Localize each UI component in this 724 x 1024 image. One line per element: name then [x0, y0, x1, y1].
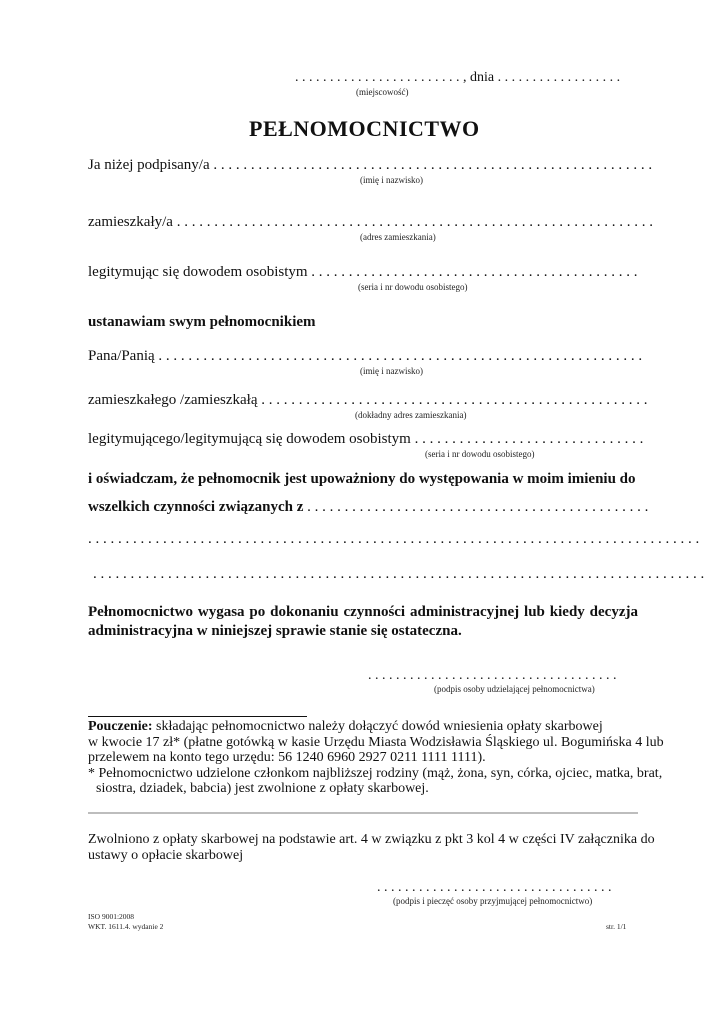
place-caption: (miejscowość) — [356, 87, 409, 97]
attorney-id-line[interactable]: legitymującego/legitymującą się dowodem osobistym . . . . . . . . . . . . . . . . . . . . . . . . . . . . . . . — [88, 431, 644, 447]
declaration-scope-label: wszelkich czynności związanych z — [88, 499, 304, 515]
principal-signature-line[interactable]: . . . . . . . . . . . . . . . . . . . . . . . . . . . . . . . . . . . . — [368, 668, 617, 683]
attorney-address-line[interactable]: zamieszkałego /zamieszkałą . . . . . . . . . . . . . . . . . . . . . . . . . . . . . . . . . . . . . . . . . . . . . . . . . . . . — [88, 392, 648, 408]
declaration-line-2 — [88, 499, 648, 516]
principal-address-line[interactable]: zamieszkały/a . . . . . . . . . . . . . . . . . . . . . . . . . . . . . . . . . . . . . . . . . . . . . . . . . . . . . . . . . . . . . . . . — [88, 214, 653, 230]
office-signature-caption: (podpis i pieczęć osoby przyjmującej pełnomocnictwo) — [393, 896, 593, 906]
appoint-heading: ustanawiam swym pełnomocnikiem — [88, 314, 316, 330]
principal-name-caption: (imię i nazwisko) — [360, 175, 423, 185]
footer-page-number: str. 1/1 — [606, 922, 627, 931]
principal-address-caption: (adres zamieszkania) — [360, 232, 436, 242]
attorney-name-caption: (imię i nazwisko) — [360, 366, 423, 376]
expiry-line-1: Pełnomocnictwo wygasa po dokonaniu czynności administracyjnej lub kiedy decyzja — [88, 604, 638, 620]
attorney-name-line[interactable]: Pana/Panią . . . . . . . . . . . . . . . . . . . . . . . . . . . . . . . . . . . . . . . . . . . . . . . . . . . . . . . . . . . . . . . . . — [88, 348, 643, 364]
notice-line-1 — [88, 719, 603, 735]
principal-name-line[interactable]: Ja niżej podpisany/a . . . . . . . . . . . . . . . . . . . . . . . . . . . . . . . . . . . . . . . . . . . . . . . . . . . . . . . . . . . — [88, 157, 653, 173]
notice-line-4: * Pełnomocnictwo udzielone członkom najbliższej rodziny (mąż, żona, syn, córka, ojciec, matka, brat, — [88, 766, 663, 781]
office-signature-line[interactable]: . . . . . . . . . . . . . . . . . . . . . . . . . . . . . . . . . . — [377, 880, 612, 895]
notice-line-2: w kwocie 17 zł* (płatne gotówką w kasie Urzędu Miasta Wodzisławia Śląskiego ul. Bogumińska 4 lub — [88, 735, 664, 750]
principal-id-line[interactable]: legitymując się dowodem osobistym . . . . . . . . . . . . . . . . . . . . . . . . . . . . . . . . . . . . . . . . . . . . — [88, 264, 638, 280]
declaration-line-3[interactable]: . . . . . . . . . . . . . . . . . . . . . . . . . . . . . . . . . . . . . . . . . . . . . . . . . . . . . . . . . . . . . . . . . . . . . . . . . . . . . . . . . . — [88, 531, 700, 547]
declaration-scope-dots[interactable]: . . . . . . . . . . . . . . . . . . . . . . . . . . . . . . . . . . . . . . . . . . . . . . — [303, 499, 649, 515]
expiry-line-2: administracyjna w niniejszej sprawie stanie się ostateczna. — [88, 623, 462, 639]
place-date-line[interactable]: . . . . . . . . . . . . . . . . . . . . . . . . , dnia . . . . . . . . . . . . . . . . . . — [295, 70, 621, 85]
attorney-address-caption: (dokładny adres zamieszkania) — [355, 410, 467, 420]
declaration-line-4[interactable]: . . . . . . . . . . . . . . . . . . . . . . . . . . . . . . . . . . . . . . . . . . . . . . . . . . . . . . . . . . . . . . . . . . . . . . . . . . . . . . . . . . — [93, 566, 705, 582]
principal-signature-caption: (podpis osoby udzielającej pełnomocnictwa) — [434, 684, 595, 694]
attorney-id-caption: (seria i nr dowodu osobistego) — [425, 449, 535, 459]
exemption-line-2: ustawy o opłacie skarbowej — [88, 848, 244, 863]
declaration-line-1: i oświadczam, że pełnomocnik jest upoważniony do występowania w moim imieniu do — [88, 471, 636, 487]
document-title: PEŁNOMOCNICTWO — [249, 116, 480, 141]
notice-line-3: przelewem na konto tego urzędu: 56 1240 6960 2927 0211 1111 1111). — [88, 750, 486, 765]
notice-text-1: składając pełnomocnictwo należy dołączyć dowód wniesienia opłaty skarbowej — [152, 719, 603, 734]
footer-iso: ISO 9001:2008 — [88, 912, 135, 921]
exemption-line-1: Zwolniono z opłaty skarbowej na podstawie art. 4 w związku z pkt 3 kol 4 w części IV załącznika do — [88, 832, 655, 847]
notice-line-5: siostra, dziadek, babcia) jest zwolnione z opłaty skarbowej. — [96, 781, 429, 796]
footer-wkt: WKT. 1611.4. wydanie 2 — [88, 922, 164, 931]
notice-divider — [88, 716, 307, 717]
principal-id-caption: (seria i nr dowodu osobistego) — [358, 282, 468, 292]
section-separator — [88, 812, 638, 814]
notice-heading: Pouczenie: — [88, 719, 153, 734]
